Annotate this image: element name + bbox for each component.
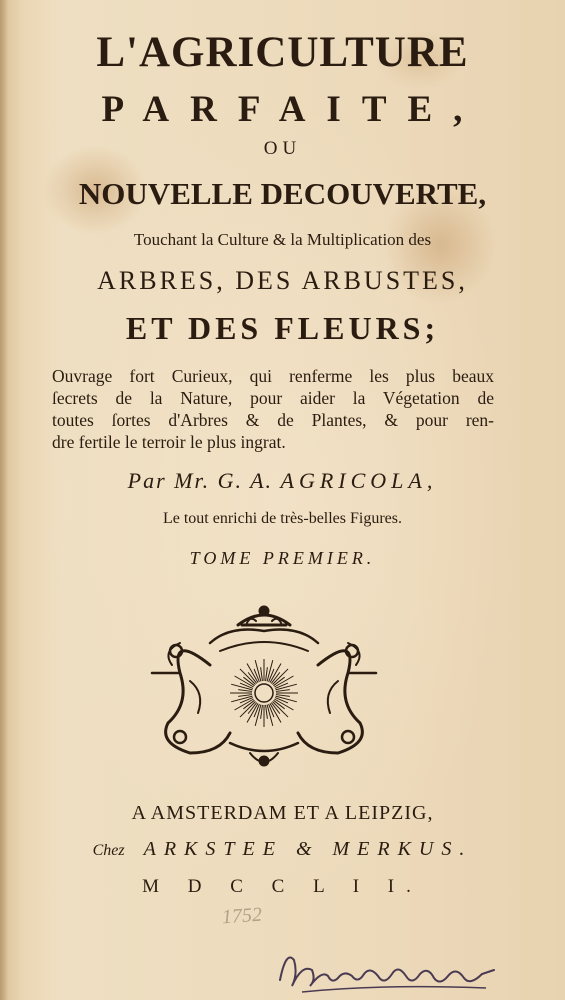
sun-ray — [238, 695, 252, 697]
imprint-publishers: ARKSTEE & MERKUS. — [143, 838, 473, 860]
description-paragraph — [52, 365, 494, 453]
author-line — [0, 468, 565, 494]
sunburst-cartouche-icon — [150, 603, 378, 768]
sun-ray — [272, 669, 288, 685]
description-line: toutes ſortes d'Arbres & de Plantes, & pour ren- — [52, 410, 494, 430]
pencil-annotation: 1752 — [221, 903, 263, 929]
sun-ray — [272, 701, 288, 717]
imprint-publisher-line — [0, 838, 565, 861]
title-line-2: PARFAITE, — [101, 89, 484, 130]
subtitle-line-3: ET DES FLEURS; — [125, 310, 440, 346]
title-line-1: L'AGRICULTURE — [96, 29, 469, 76]
subtitle-line-2: ARBRES, DES ARBUSTES, — [97, 266, 468, 295]
description-line: Ouvrage fort Curieux, qui renferme les plus beaux — [52, 366, 494, 386]
sun-ray — [261, 667, 263, 681]
sun-ray — [261, 705, 263, 719]
description-line: ſecrets de la Nature, pour aider la Végetation de — [52, 388, 494, 408]
sun-ray — [240, 701, 256, 717]
subtitle-line-1: Touchant la Culture & la Multiplication des — [133, 230, 432, 249]
author-name: AGRICOLA, — [280, 468, 438, 493]
author-prefix: Par Mr. G. A. — [127, 468, 274, 493]
sun-ray — [266, 667, 268, 681]
description-line: dre fertile le terroir le plus ingrat. — [52, 432, 286, 452]
title-ou: OU — [263, 138, 302, 159]
sun-ray — [238, 690, 252, 692]
sun-ray — [266, 705, 268, 719]
imprint-city: A AMSTERDAM ET A LEIPZIG, — [131, 802, 434, 824]
title-line-3: NOUVELLE DECOUVERTE, — [78, 176, 487, 211]
sun-ray — [276, 690, 290, 692]
imprint-year: M D C C L I I. — [142, 876, 423, 897]
owner-signature — [272, 940, 502, 1000]
volume-label: TOME PREMIER. — [189, 548, 376, 568]
imprint-chez: Chez — [92, 842, 125, 859]
sun-ray — [240, 669, 256, 685]
figures-note: Le tout enrichi de très-belles Figures. — [162, 510, 403, 527]
sun-ray — [276, 695, 290, 697]
